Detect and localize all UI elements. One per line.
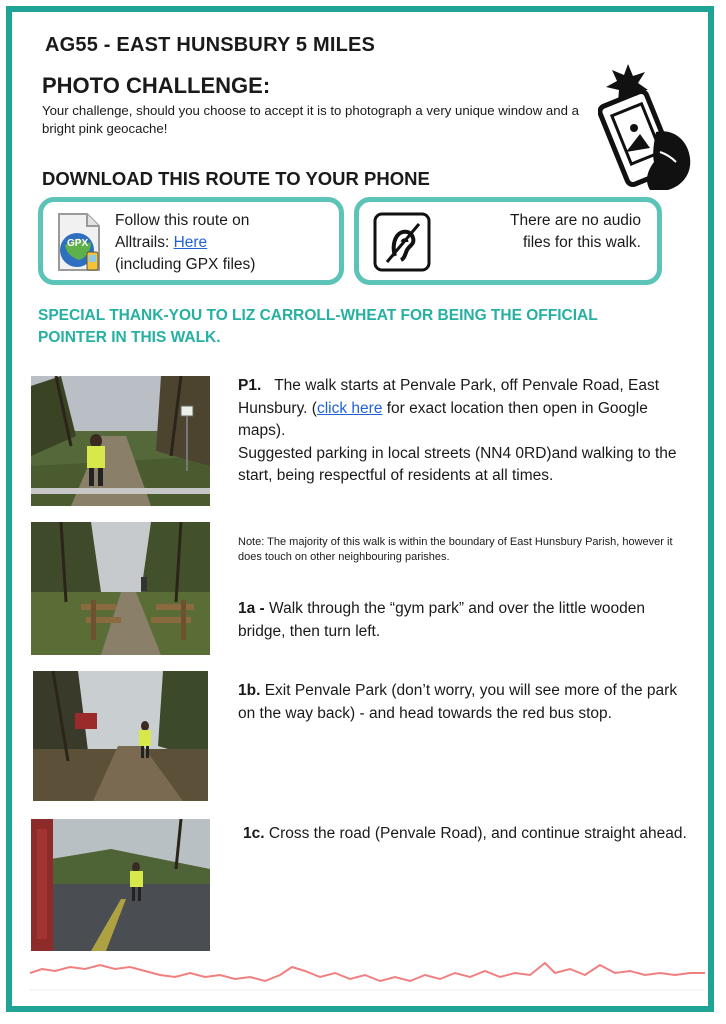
- photo-p1-park-entrance: [31, 376, 210, 506]
- alltrails-prefix: Alltrails:: [115, 234, 174, 251]
- step-p1-parking: Suggested parking in local streets (NN4 0RD)and walking to the start, being respectful of residents at all times.: [238, 444, 677, 484]
- alltrails-line2: [115, 232, 340, 254]
- alltrails-line3: (including GPX files): [115, 256, 256, 273]
- step-p1-text-a: The walk starts at Penvale Park, off Penvale Road, East Hunsbury. (: [238, 377, 660, 417]
- gpx-file-icon: [51, 212, 107, 279]
- audio-box: [354, 197, 662, 285]
- photo-1b-park-exit: [33, 671, 208, 801]
- download-heading: DOWNLOAD THIS ROUTE TO YOUR PHONE: [42, 168, 430, 189]
- step-p1-label: P1.: [238, 377, 262, 394]
- step-1c-text: Cross the road (Penvale Road), and continue straight ahead.: [264, 825, 687, 842]
- alltrails-link[interactable]: Here: [173, 234, 208, 251]
- photo-1a-wooden-bridge: [31, 522, 210, 655]
- step-1b: [238, 680, 693, 725]
- parish-note: Note: The majority of this walk is within the boundary of East Hunsbury Parish, however it does touch on other neighbouring parishes.: [238, 536, 673, 563]
- alltrails-box: [38, 197, 344, 285]
- challenge-heading: PHOTO CHALLENGE:: [42, 73, 271, 98]
- location-link[interactable]: click here: [316, 399, 383, 417]
- challenge-text: Your challenge, should you choose to accept it is to photograph a very unique window and a bright pink geocache!: [42, 103, 579, 136]
- step-1a: [238, 598, 693, 643]
- step-1a-text: Walk through the “gym park” and over the little wooden bridge, then turn left.: [238, 600, 645, 640]
- step-p1-text-b: for exact location then open in Google maps).: [238, 399, 648, 439]
- svg-text:GPX: GPX: [67, 238, 89, 249]
- step-p1: [238, 375, 693, 488]
- step-1b-text: Exit Penvale Park (don’t worry, you will see more of the park on the way back) - and head towards the red bus stop.: [238, 682, 678, 722]
- selfie-camera-icon: [598, 62, 696, 197]
- step-1c-label: 1c.: [243, 825, 265, 842]
- elevation-profile: [30, 955, 705, 1000]
- photo-1c-penvale-road: [31, 819, 210, 951]
- audio-line1: There are no audio: [510, 212, 641, 229]
- step-1b-label: 1b.: [238, 682, 261, 699]
- audio-line2: files for this walk.: [522, 234, 641, 251]
- page-title: AG55 - EAST HUNSBURY 5 MILES: [45, 34, 376, 56]
- step-1a-label: 1a -: [238, 600, 265, 617]
- step-1c: [243, 823, 693, 846]
- thanks-text: SPECIAL THANK-YOU TO LIZ CARROLL-WHEAT FOR BEING THE OFFICIAL POINTER IN THIS WALK.: [38, 307, 598, 346]
- alltrails-line1: Follow this route on: [115, 212, 250, 229]
